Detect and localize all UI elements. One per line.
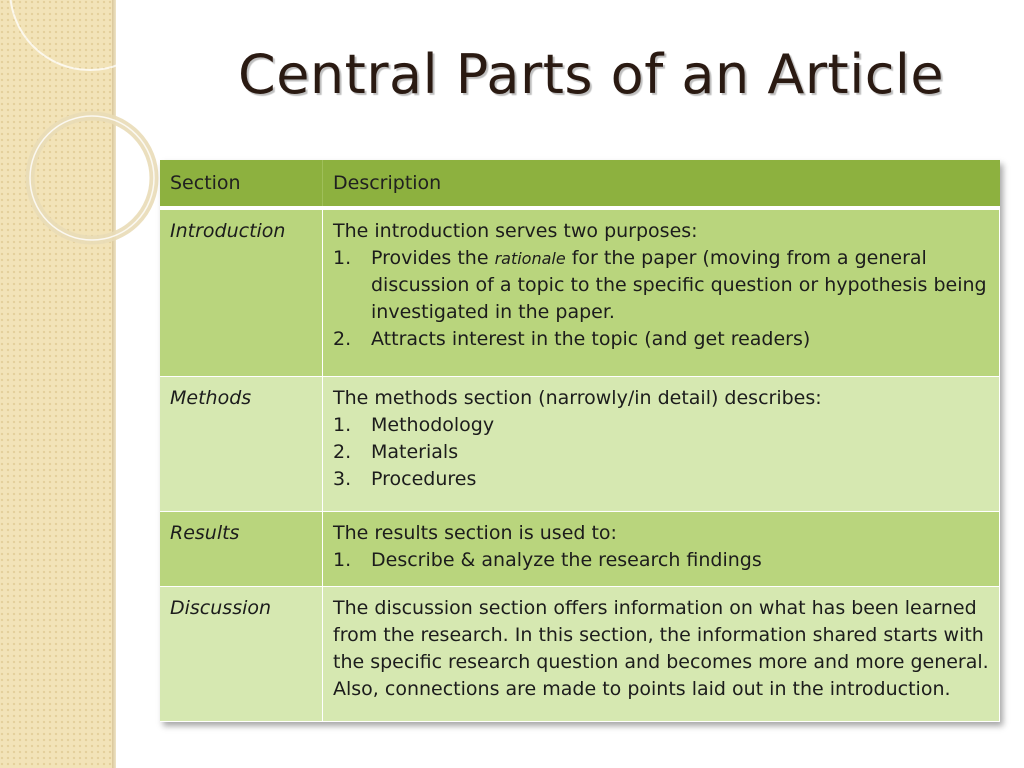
numbered-list [333, 245, 989, 353]
emphasized-word: rationale [494, 249, 566, 268]
list-text-part: for the paper (moving from a general discussion of a topic to the specific question or hypothesis being investigated in the paper. [371, 247, 987, 323]
list-number: 2. [333, 328, 352, 350]
description-cell [323, 512, 1000, 587]
header-section: Section [160, 160, 323, 208]
description-intro: The methods section (narrowly/in detail) describes: [333, 387, 822, 409]
table-row-discussion [160, 587, 1000, 722]
list-item [333, 547, 989, 574]
list-text [371, 245, 989, 326]
list-item [333, 326, 989, 353]
list-text-part: Provides the [371, 247, 495, 269]
list-number: 2. [333, 441, 352, 463]
table-header-row [160, 160, 1000, 208]
article-parts-table [160, 160, 1000, 722]
list-item [333, 439, 989, 466]
list-number: 1. [333, 549, 352, 571]
description-cell: The discussion section offers information on what has been learned from the research. In this section, the information shared starts with the specific research question and becomes more and more general. Also, connections are made to points laid out in the introduction. [323, 587, 1000, 722]
section-label: Discussion [160, 587, 323, 722]
numbered-list [333, 412, 989, 493]
list-item [333, 245, 989, 326]
section-label: Methods [160, 377, 323, 512]
list-text: Procedures [371, 468, 477, 490]
section-label: Results [160, 512, 323, 587]
section-label: Introduction [160, 208, 323, 377]
list-text: Materials [371, 441, 459, 463]
table-row-results [160, 512, 1000, 587]
table-row-methods [160, 377, 1000, 512]
description-cell [323, 208, 1000, 377]
list-item [333, 466, 989, 493]
table-row-introduction [160, 208, 1000, 377]
description-intro: The introduction serves two purposes: [333, 220, 698, 242]
numbered-list [333, 547, 989, 574]
description-intro: The results section is used to: [333, 522, 617, 544]
slide-title: Central Parts of an Article [238, 43, 945, 106]
header-description: Description [323, 160, 1000, 208]
list-text: Methodology [371, 414, 495, 436]
list-number: 1. [333, 414, 352, 436]
list-number: 1. [333, 247, 352, 269]
list-item [333, 412, 989, 439]
list-text: Attracts interest in the topic (and get readers) [371, 328, 811, 350]
description-cell [323, 377, 1000, 512]
list-text: Describe & analyze the research findings [371, 549, 762, 571]
decorative-circles [0, 0, 180, 260]
list-number: 3. [333, 468, 352, 490]
